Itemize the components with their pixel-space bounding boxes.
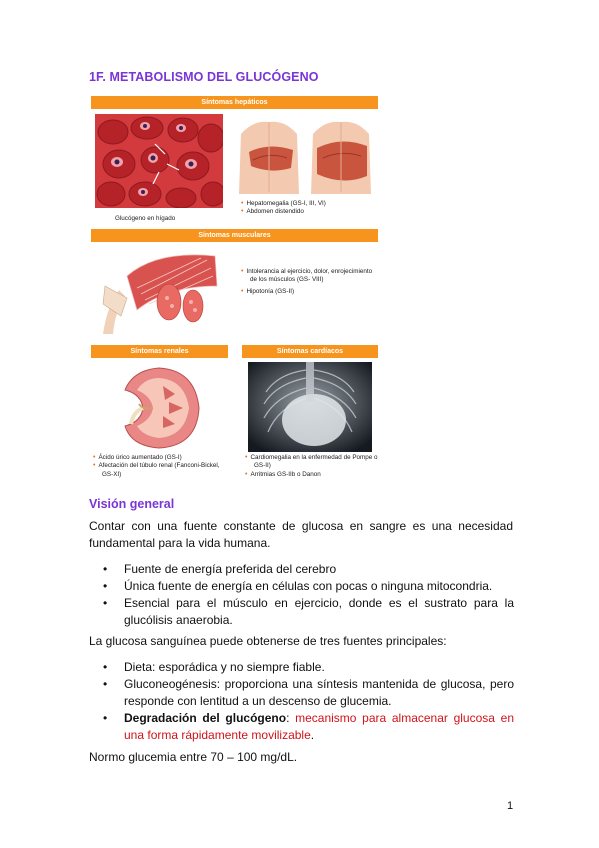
list-item: • Esencial para el músculo en ejercicio, donde es el sustrato para la glucólisis anaerobia. bbox=[103, 596, 514, 627]
list-item: • Cardiomegalia en la enfermedad de Pompe o GS-II) bbox=[245, 454, 378, 470]
bullet-icon: • bbox=[241, 268, 244, 275]
muscle-anatomy-image bbox=[97, 246, 221, 338]
bullet-icon: • bbox=[103, 579, 108, 593]
glycogen-definition: mecanismo para almacenar glucosa en una forma rápidamente movilizable bbox=[124, 711, 514, 742]
bullet-icon: • bbox=[103, 562, 108, 576]
bullet-icon: • bbox=[93, 454, 96, 461]
normoglycemia-text: Normo glucemia entre 70 – 100 mg/dL. bbox=[89, 750, 298, 764]
bullet-icon: • bbox=[93, 462, 96, 470]
bullet-icon: • bbox=[103, 711, 108, 725]
section-heading: Visión general bbox=[89, 497, 175, 511]
bullet-icon: • bbox=[103, 596, 108, 610]
liver-histology-image bbox=[95, 114, 223, 208]
bar-hepaticos: Síntomas hepáticos bbox=[91, 96, 378, 109]
list-item: • Afectación del túbulo renal (Fanconi-Bickel, GS-XI) bbox=[93, 462, 220, 478]
torso-hepatomegaly-image bbox=[235, 116, 375, 194]
list-item: • Fuente de energía preferida del cerebro bbox=[103, 562, 337, 576]
bullet-icon: • bbox=[241, 200, 244, 207]
page-title: 1F. METABOLISMO DEL GLUCÓGENO bbox=[89, 70, 319, 84]
page-number: 1 bbox=[507, 800, 514, 812]
list-item: • Ácido úrico aumentado (GS-I) bbox=[93, 454, 182, 461]
list-item: • Degradación del glucógeno: mecanismo para almacenar glucosa en una forma rápidamente movilizable. bbox=[103, 711, 514, 742]
bullet-icon: • bbox=[103, 677, 108, 691]
hep-list bbox=[241, 200, 373, 217]
bullet-icon: • bbox=[241, 208, 244, 216]
caption-higado: Glucógeno en hígado bbox=[115, 215, 176, 222]
bar-renales: Síntomas renales bbox=[91, 345, 228, 358]
mus-list bbox=[241, 268, 373, 296]
bullet-icon: • bbox=[245, 454, 248, 461]
list-item: • Dieta: esporádica y no siempre fiable. bbox=[103, 660, 325, 674]
list-item: • Arritmias GS-IIb o Danon bbox=[245, 470, 321, 478]
bullet-list-2 bbox=[89, 659, 514, 744]
list-item: • Intolerancia al ejercicio, dolor, enrojecimiento de los músculos (GS- VIII) bbox=[241, 268, 373, 284]
bullet-icon: • bbox=[241, 287, 244, 295]
list-item: • Hepatomegalia (GS-I, III, VI) bbox=[241, 200, 326, 207]
list-item: • Gluconeogénesis: proporciona una síntesis mantenida de glucosa, pero responde con lentitud a un descenso de glucemia. bbox=[103, 677, 514, 708]
ren-list bbox=[93, 454, 227, 479]
kidney-image bbox=[113, 364, 205, 452]
sources-paragraph: La glucosa sanguínea puede obtenerse de tres fuentes principales: bbox=[89, 634, 447, 648]
bullet-list-1 bbox=[89, 561, 514, 629]
bullet-icon: • bbox=[245, 470, 248, 478]
list-item: • Única fuente de energía en células con pocas o ninguna mitocondria. bbox=[103, 579, 493, 593]
symptoms-figure bbox=[91, 96, 378, 488]
intro-paragraph: Contar con una fuente constante de glucosa en sangre es una necesidad fundamental para la vida humana. bbox=[89, 519, 513, 550]
car-list bbox=[245, 454, 378, 479]
bullet-icon: • bbox=[103, 660, 108, 674]
list-item: • Abdomen distendido bbox=[241, 208, 304, 216]
chest-xray-image bbox=[248, 362, 372, 452]
bar-cardiacos: Síntomas cardíacos bbox=[242, 345, 378, 358]
list-item: • Hipotonía (GS-II) bbox=[241, 287, 295, 295]
glycogen-term: Degradación del glucógeno bbox=[124, 711, 287, 725]
bar-musculares: Síntomas musculares bbox=[91, 229, 378, 242]
